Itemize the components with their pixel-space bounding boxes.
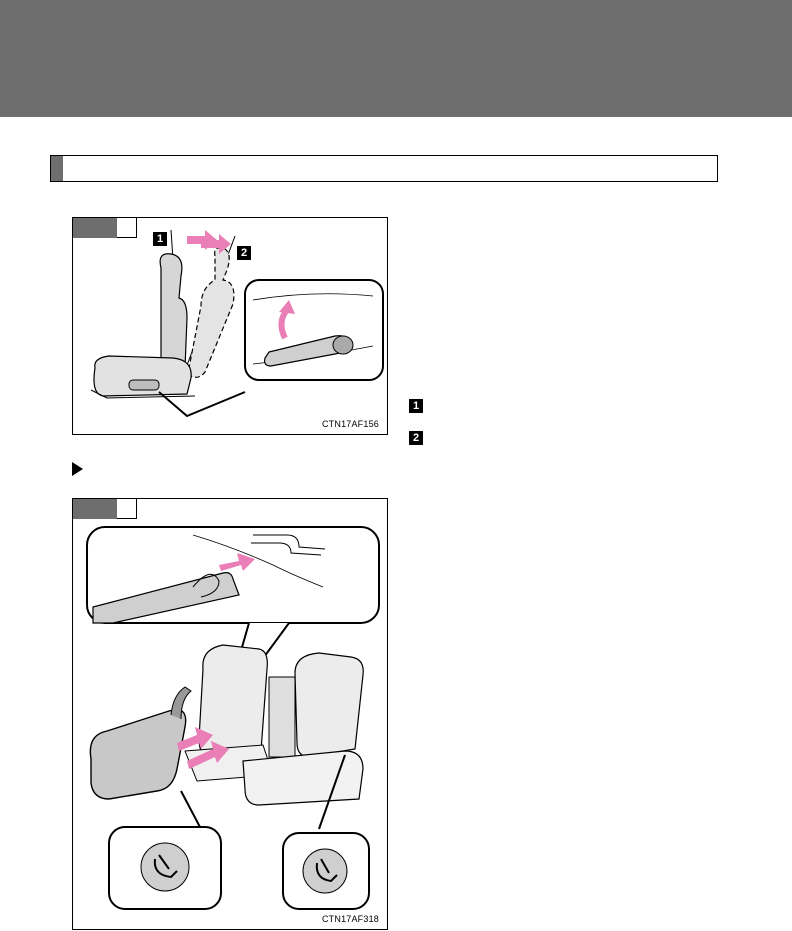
legend-step-1: 1: [409, 399, 423, 413]
child-seat-illustration: [73, 499, 389, 931]
legend-step-2: 2: [409, 431, 423, 445]
section-title-bar: [50, 155, 718, 182]
figure-child-seat: [72, 498, 388, 930]
header-band: [0, 0, 792, 117]
figure-seat-recline: [72, 217, 388, 435]
figure-code: CTN17AF156: [321, 419, 379, 429]
section-bar-tab: [51, 156, 63, 181]
seat-recline-illustration: [73, 218, 389, 436]
bullet-arrow-icon: [72, 462, 83, 476]
step-1-marker: 1: [153, 232, 167, 246]
figure-code: CTN17AF318: [321, 914, 379, 924]
step-2-marker: 2: [237, 246, 251, 260]
